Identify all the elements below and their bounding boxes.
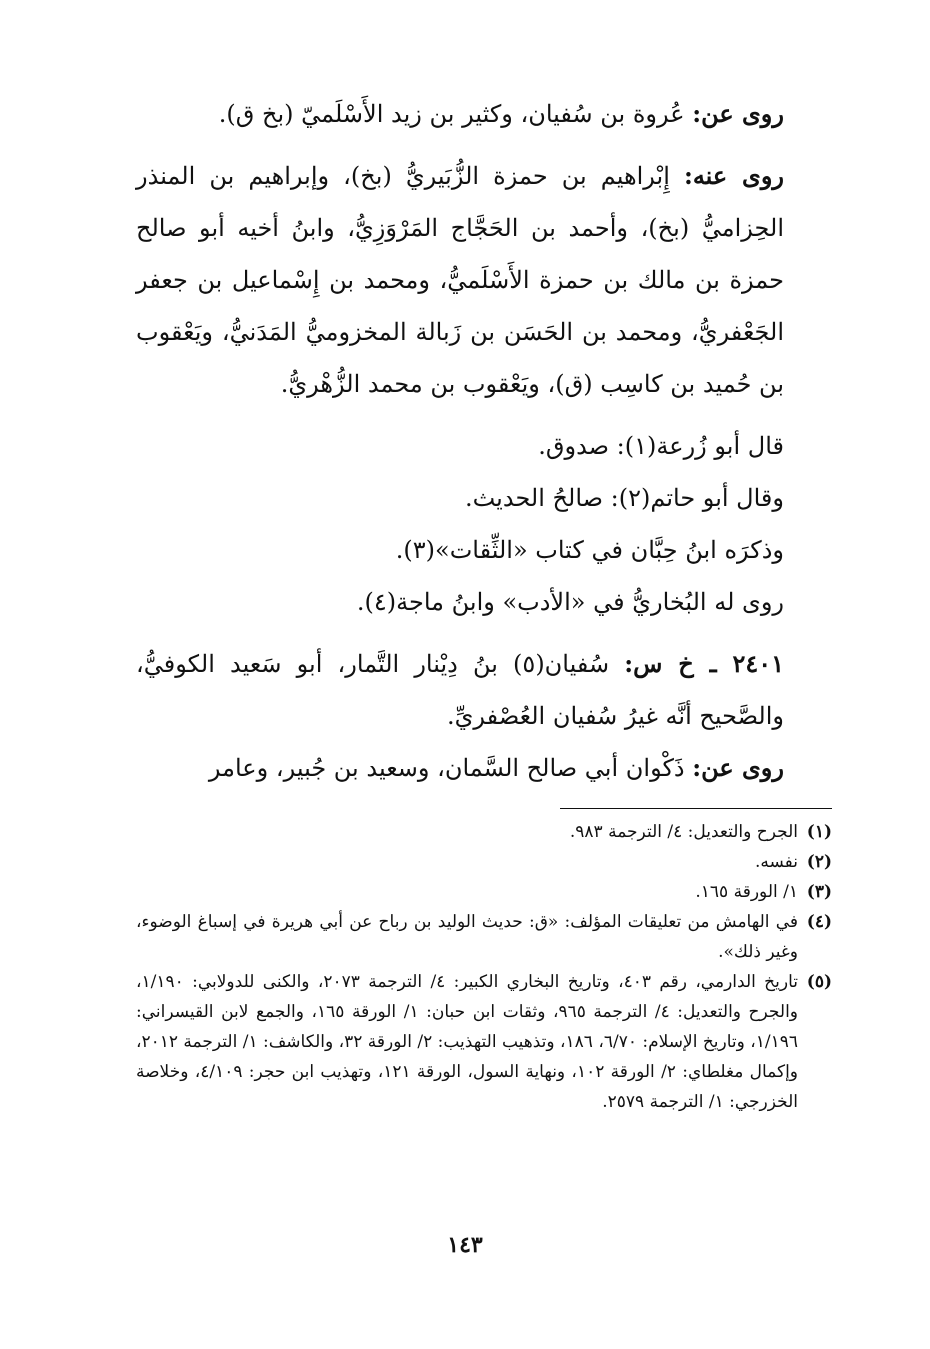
narrated-by-paragraph — [136, 150, 832, 410]
quote-bukhari: روى له البُخاريُّ في «الأدب» وابنُ ماجة(٤). — [356, 588, 784, 616]
entry-paragraph — [136, 638, 832, 742]
narrated-by-text: إِبْراهيم بن حمزة الزُّبَيريُّ (بخ)، وإبراهيم بن المنذر الحِزاميُّ (بخ)، وأحمد بن الحَجَّاج المَرْوَزِيُّ، وابنُ أخيه أبو صالح حمزة بن مالك بن حمزة الأَسْلَميُّ، ومحمد بن إِسْماعيل بن جعفر الجَعْفريُّ، ومحمد بن الحَسَن بن زَبالة المخزوميُّ المَدَنيُّ، ويَعْقوب بن حُميد بن كاسِب (ق)، ويَعْقوب بن محمد الزُّهْريُّ. — [136, 162, 784, 398]
entry-narrated-from-label: روى عن: — [692, 753, 784, 782]
footnote-item — [136, 817, 832, 847]
footnote-divider — [560, 808, 832, 809]
narrated-from-label: روى عن: — [692, 99, 784, 128]
quote-ibn-hibban: وذكرَه ابنُ حِبَّان في كتاب «الثِّقات»(٣). — [395, 536, 784, 564]
narrated-from-paragraph — [136, 88, 832, 140]
footnote-text: نفسه. — [754, 852, 798, 872]
footnote-number: (٣) — [806, 882, 832, 902]
footnote-item — [136, 877, 832, 907]
footnote-text: الجرح والتعديل: ٤/ الترجمة ٩٨٣. — [569, 822, 798, 842]
footnote-item — [136, 967, 832, 1117]
main-text — [136, 88, 832, 794]
quote-abu-zura: قال أبو زُرعة(١): صدوق. — [538, 432, 784, 460]
footnote-item — [136, 847, 832, 877]
page-number: ١٤٣ — [447, 1232, 483, 1258]
entry-number: ٢٤٠١ ـ خ س: — [624, 649, 785, 678]
footnote-text: تاريخ الدارمي، رقم ٤٠٣، وتاريخ البخاري الكبير: ٤/ الترجمة ٢٠٧٣، والكنى للدولابي: ١/١٩٠، والجرح والتعديل: ٤/ الترجمة ٩٦٥، وثقات ابن حبان: ١/ الورقة ١٦٥، والجمع لابن القيسراني: ١/١٩٦، وتاريخ الإسلام: ٦/٧٠، ١٨٦، وتذهيب التهذيب: ٢/ الورقة ٣٢، والكاشف: ١/ الترجمة ٢٠١٢، وإكمال مغلطاي: ٢/ الورقة ١٠٢، ونهاية السول، الورقة ١٢١، وتهذيب ابن حجر: ٤/١٠٩، وخلاصة الخزرجي: ١/ الترجمة ٢٥٧٩. — [136, 972, 799, 1112]
footnote-number: (١) — [806, 822, 832, 842]
footnote-text: ١/ الورقة ١٦٥. — [695, 882, 798, 902]
entry-text: سُفيان(٥) بنُ دِيْنار التَّمار، أبو سَعيد الكوفيُّ، والصَّحيح أنَّه غيرُ سُفيان العُصْفريِّ. — [136, 650, 784, 730]
quote-abu-hatim: وقال أبو حاتم(٢): صالحُ الحديث. — [464, 484, 784, 512]
footnote-number: (٥) — [806, 972, 832, 992]
narrated-from-text: عُروة بن سُفيان، وكثير بن زيد الأَسْلَميّ (بخ ق). — [218, 100, 693, 128]
narrated-by-label: روى عنه: — [683, 161, 785, 190]
footnote-text: في الهامش من تعليقات المؤلف: «ق: حديث الوليد بن رباح عن أبي هريرة في إسباغ الوضوء، وغير ذلك». — [136, 912, 798, 962]
footnotes-list — [136, 817, 832, 1117]
footnote-number: (٤) — [806, 912, 832, 932]
entry-narrated-from-text: ذَكْوان أبي صالح السَّمان، وسعيد بن جُبير، وعامر — [208, 754, 693, 782]
footnote-number: (٢) — [806, 852, 832, 872]
entry-narrated-from-paragraph — [136, 742, 832, 794]
footnote-item — [136, 907, 832, 967]
